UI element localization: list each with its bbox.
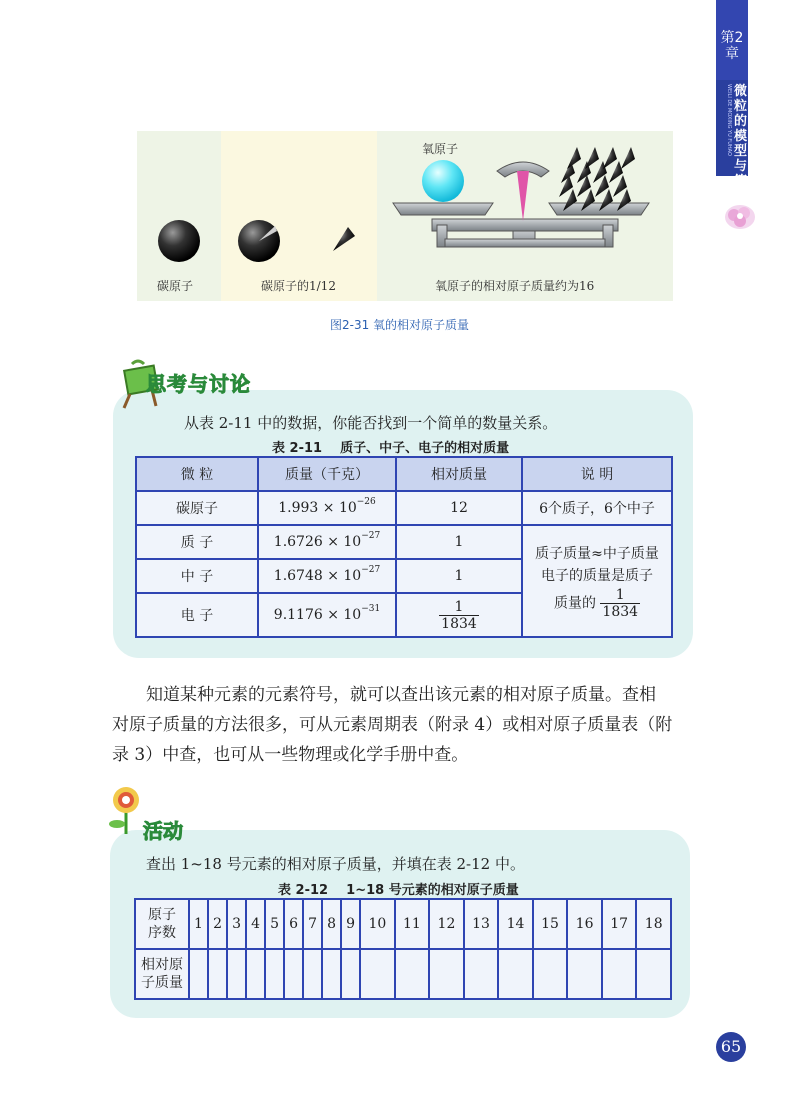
table-header-cell: 质量（千克） [258,457,396,491]
mass-cell: $1.6726 \times 10^{-27}$ [258,525,396,559]
relative-cell [396,593,522,637]
blank-cell[interactable] [360,949,395,999]
blank-cell[interactable] [208,949,227,999]
figure-oxygen-mass [137,131,673,301]
carbon-twelfth-icon [333,227,355,251]
note-cell: 6个质子，6个中子 [522,491,672,525]
chapter-title: 微粒的模型与符号 [734,84,748,204]
table-header-cell: 相对质量 [396,457,522,491]
blank-cell[interactable] [341,949,360,999]
blank-cell[interactable] [227,949,246,999]
relative-fraction: $\frac{1}{1834}$ [441,598,477,632]
atomic-number-cell: 14 [498,899,533,949]
particle-cell: 电 子 [136,593,258,637]
table-2-11-title: 表 2-11 质子、中子、电子的相对质量 [272,441,510,456]
particle-cell: 中 子 [136,559,258,593]
atomic-number-cell: 6 [284,899,303,949]
atomic-number-cell: 5 [265,899,284,949]
mass-cell: $1.6748 \times 10^{-27}$ [258,559,396,593]
atomic-number-cell: 4 [246,899,265,949]
atomic-number-cell: 11 [395,899,430,949]
table-row [136,525,672,559]
atomic-number-cell: 16 [567,899,602,949]
atomic-number-cell: 7 [303,899,322,949]
atomic-number-row [135,899,671,949]
atomic-number-cell: 17 [602,899,637,949]
relative-cell: 12 [396,491,522,525]
carbon-atom-icon [158,220,200,262]
note-fraction: $\frac{1}{1834}$ [602,586,639,620]
particle-cell: 碳原子 [136,491,258,525]
table-header-cell: 微 粒 [136,457,258,491]
note-line: 电子的质量是质子 [541,567,653,584]
note-line: 质量的 $\frac{1}{1834}$ [553,586,639,620]
row-header-atomic-number: 原子 序数 [135,899,189,949]
think-discuss-title: 思考与讨论 [146,372,251,396]
atomic-number-cell: 1 [189,899,208,949]
table-row [136,491,672,525]
atomic-number-cell: 9 [341,899,360,949]
atomic-number-cell: 8 [322,899,341,949]
blank-cell[interactable] [265,949,284,999]
label-carbon-12: 碳原子的1/12 [261,279,336,293]
blank-cell[interactable] [395,949,430,999]
chapter-number: 第2章 [716,0,748,80]
body-line-2: 对原子质量的方法很多，可从元素周期表（附录 4）或相对原子质量表（附 [112,715,673,735]
activity-prompt: 查出 1~18 号元素的相对原子质量，并填在表 2-12 中。 [146,855,525,873]
blank-cell[interactable] [429,949,464,999]
chapter-pinyin: WEILI DE MOXING YU FUHAO [726,84,732,156]
particle-cell: 质 子 [136,525,258,559]
body-line-3: 录 3）中查，也可从一些物理或化学手册中查。 [112,745,469,765]
table-header-row [136,457,672,491]
mass-cell: $9.1176 \times 10^{-31}$ [258,593,396,637]
relative-cell: 1 [396,559,522,593]
relative-cell: 1 [396,525,522,559]
figure-caption: 图2-31 氧的相对原子质量 [330,318,470,332]
table-2-12 [134,898,672,1000]
blank-cell[interactable] [322,949,341,999]
blank-cell[interactable] [246,949,265,999]
carbon-pile-icon [559,147,635,211]
blank-cell[interactable] [567,949,602,999]
atomic-number-cell: 12 [429,899,464,949]
blank-cell[interactable] [303,949,322,999]
mass-cell: $1.993 \times 10^{-26}$ [258,491,396,525]
atomic-number-cell: 13 [464,899,499,949]
note-merged-cell [522,525,672,637]
note-line: 质子质量≈中子质量 [535,545,659,562]
atomic-number-cell: 15 [533,899,568,949]
blank-cell[interactable] [464,949,499,999]
flower-decoration-icon [722,200,758,234]
carbon-atom-sliced-icon [238,220,280,262]
blank-cell[interactable] [533,949,568,999]
label-oxygen-atom: 氧原子 [422,142,459,156]
label-oxygen-mass: 氧原子的相对原子质量约为16 [435,279,595,293]
relative-mass-row [135,949,671,999]
chapter-tab [716,0,748,204]
table-2-12-title: 表 2-12 1~18 号元素的相对原子质量 [278,883,519,898]
blank-cell[interactable] [284,949,303,999]
blank-cell[interactable] [189,949,208,999]
blank-cell[interactable] [602,949,637,999]
figure-drawing [137,131,673,301]
label-carbon: 碳原子 [157,279,194,293]
atomic-number-cell: 10 [360,899,395,949]
row-header-relative-mass: 相对原 子质量 [135,949,189,999]
oxygen-atom-icon [422,160,464,202]
blank-cell[interactable] [498,949,533,999]
table-header-cell: 说 明 [522,457,672,491]
atomic-number-cell: 2 [208,899,227,949]
atomic-number-cell: 18 [636,899,671,949]
page-number: 65 [716,1032,746,1062]
activity-title: 活动 [143,819,183,843]
table-2-11 [135,456,673,638]
atomic-number-cell: 3 [227,899,246,949]
think-discuss-prompt: 从表 2-11 中的数据，你能否找到一个简单的数量关系。 [184,414,558,432]
blank-cell[interactable] [636,949,671,999]
body-line-1: 知道某种元素的元素符号，就可以查出该元素的相对原子质量。查相 [146,685,656,705]
